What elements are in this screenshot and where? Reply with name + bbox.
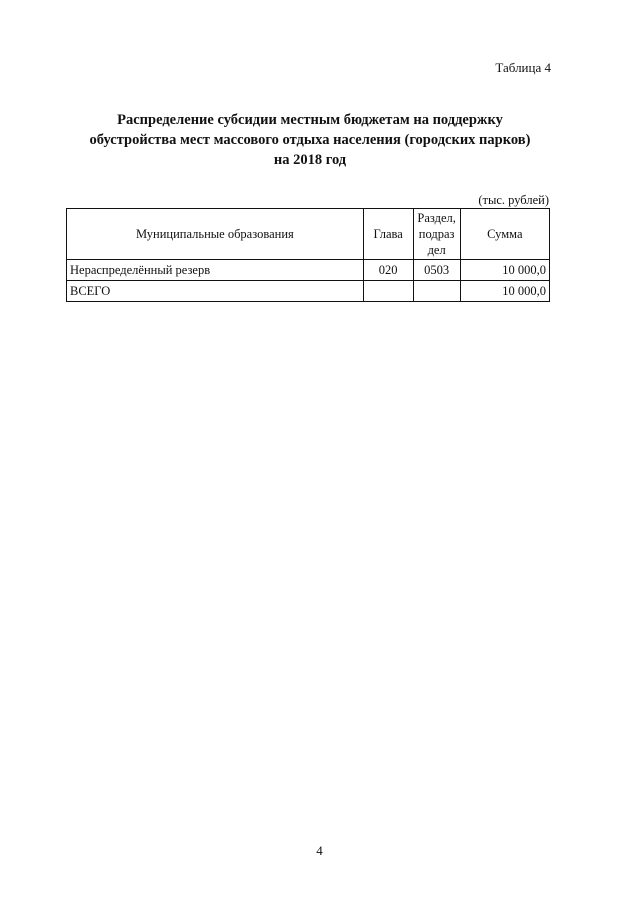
table-number-label: Таблица 4	[495, 60, 551, 75]
cell-amount: 10 000,0	[460, 260, 549, 281]
title-line-3: на 2018 год	[273, 152, 347, 168]
header-section-line-3: дел	[427, 243, 446, 257]
subsidy-distribution-table	[66, 208, 550, 302]
total-chapter	[363, 281, 413, 302]
total-section	[413, 281, 460, 302]
cell-section: 0503	[413, 260, 460, 281]
cell-municipality: Нераспределённый резерв	[67, 260, 364, 281]
units-label: (тыс. рублей)	[478, 193, 549, 207]
header-chapter: Глава	[363, 209, 413, 260]
total-label: ВСЕГО	[67, 281, 364, 302]
page-number: 4	[316, 843, 323, 858]
header-section-line-2: подраз	[418, 227, 455, 241]
document-title	[70, 110, 550, 170]
table-row	[67, 260, 550, 281]
header-section-line-1: Раздел,	[417, 211, 456, 225]
title-line-1: Распределение субсидии местным бюджетам на поддержку	[117, 112, 503, 128]
title-line-2: обустройства мест массового отдыха населения (городских парков)	[89, 132, 531, 148]
total-amount: 10 000,0	[460, 281, 549, 302]
header-amount: Сумма	[460, 209, 549, 260]
header-section	[413, 209, 460, 260]
table-total-row	[67, 281, 550, 302]
table-header-row	[67, 209, 550, 260]
header-municipality: Муниципальные образования	[67, 209, 364, 260]
cell-chapter: 020	[363, 260, 413, 281]
